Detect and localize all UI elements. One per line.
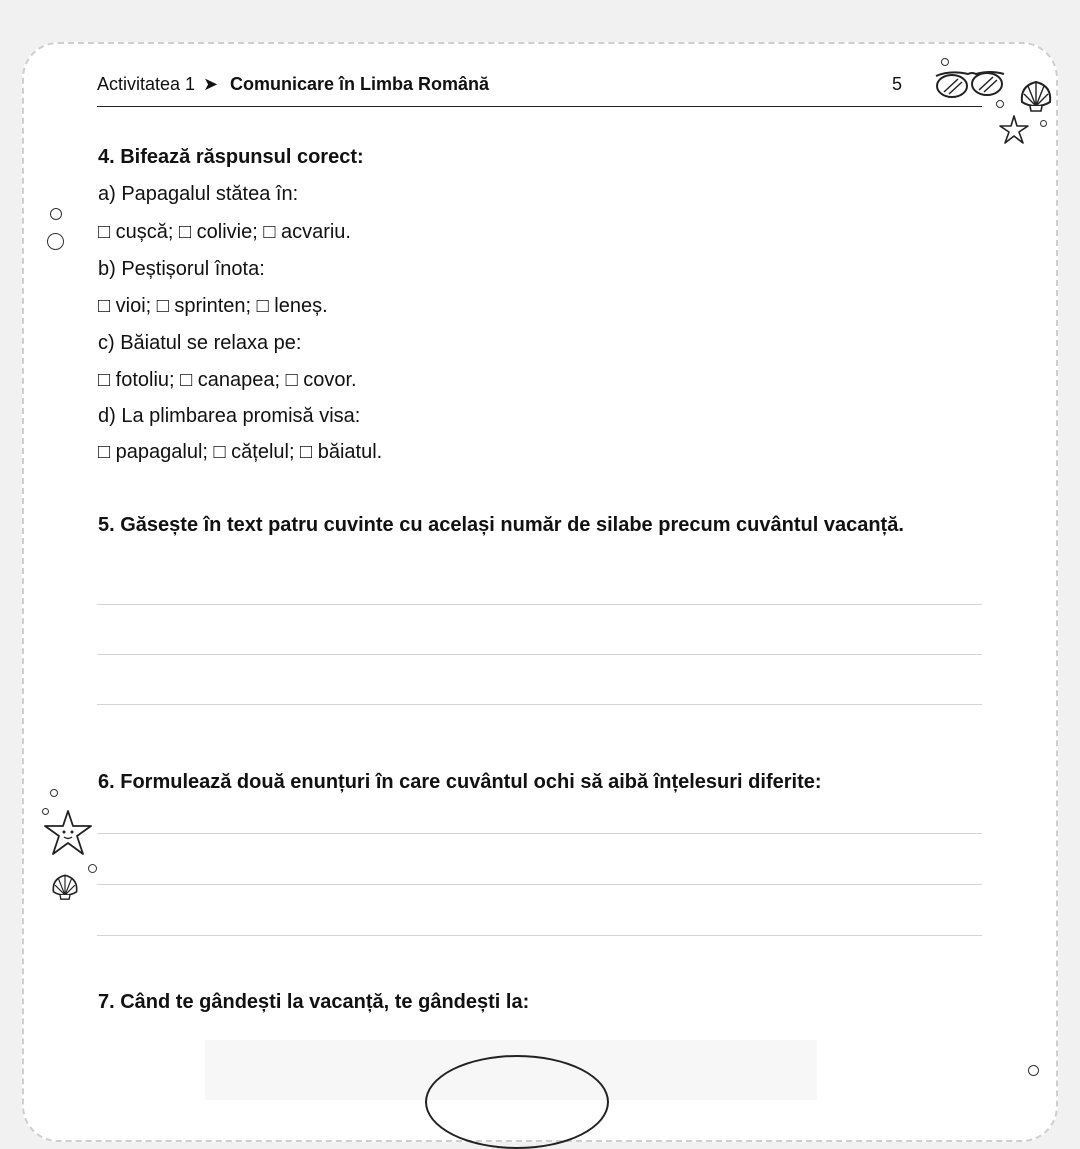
question-4-title: 4. Bifează răspunsul corect: [98,146,364,168]
question-4b-options[interactable]: □ vioi; □ sprinten; □ leneș. [98,295,328,317]
bubble-icon [996,100,1004,108]
seashell-icon [50,872,80,900]
seashell-icon [1018,78,1054,112]
bubble-icon [88,864,97,873]
question-4d-options[interactable]: □ papagalul; □ cățelul; □ băiatul. [98,441,383,463]
activity-label: Activitatea 1 [97,74,196,94]
answer-line[interactable] [97,884,982,885]
answer-line[interactable] [97,704,982,705]
bubble-icon [50,208,62,220]
answer-line[interactable] [97,654,982,655]
mindmap-oval [425,1055,609,1149]
arrow-icon: ➤ [203,74,219,94]
question-4a-prompt: a) Papagalul stătea în: [98,183,299,205]
starfish-icon [42,808,94,858]
bubble-icon [941,58,949,66]
starfish-icon [998,114,1030,146]
subject-title: Comunicare în Limba Română [230,74,490,94]
answer-line[interactable] [97,833,982,834]
page-number: 5 [891,74,902,94]
worksheet-page [22,42,1058,1142]
question-6-title: 6. Formulează două enunțuri în care cuvântul ochi să aibă înțelesuri diferite: [98,771,822,793]
bubble-icon [50,789,58,797]
question-7-title: 7. Când te gândești la vacanță, te gândești la: [98,991,530,1013]
question-4c-prompt: c) Băiatul se relaxa pe: [98,332,302,354]
question-4c-options[interactable]: □ fotoliu; □ canapea; □ covor. [98,369,357,391]
bubble-icon [47,233,64,250]
question-4a-options[interactable]: □ cușcă; □ colivie; □ acvariu. [98,221,351,243]
question-5-title: 5. Găsește în text patru cuvinte cu același număr de silabe precum cuvântul vacanță. [98,514,904,536]
page-header [97,70,982,107]
answer-line[interactable] [97,935,982,936]
bubble-icon [1040,120,1047,127]
answer-line[interactable] [97,604,982,605]
bubble-icon [1028,1065,1039,1076]
question-4b-prompt: b) Peștișorul înota: [98,258,265,280]
question-4d-prompt: d) La plimbarea promisă visa: [98,405,361,427]
